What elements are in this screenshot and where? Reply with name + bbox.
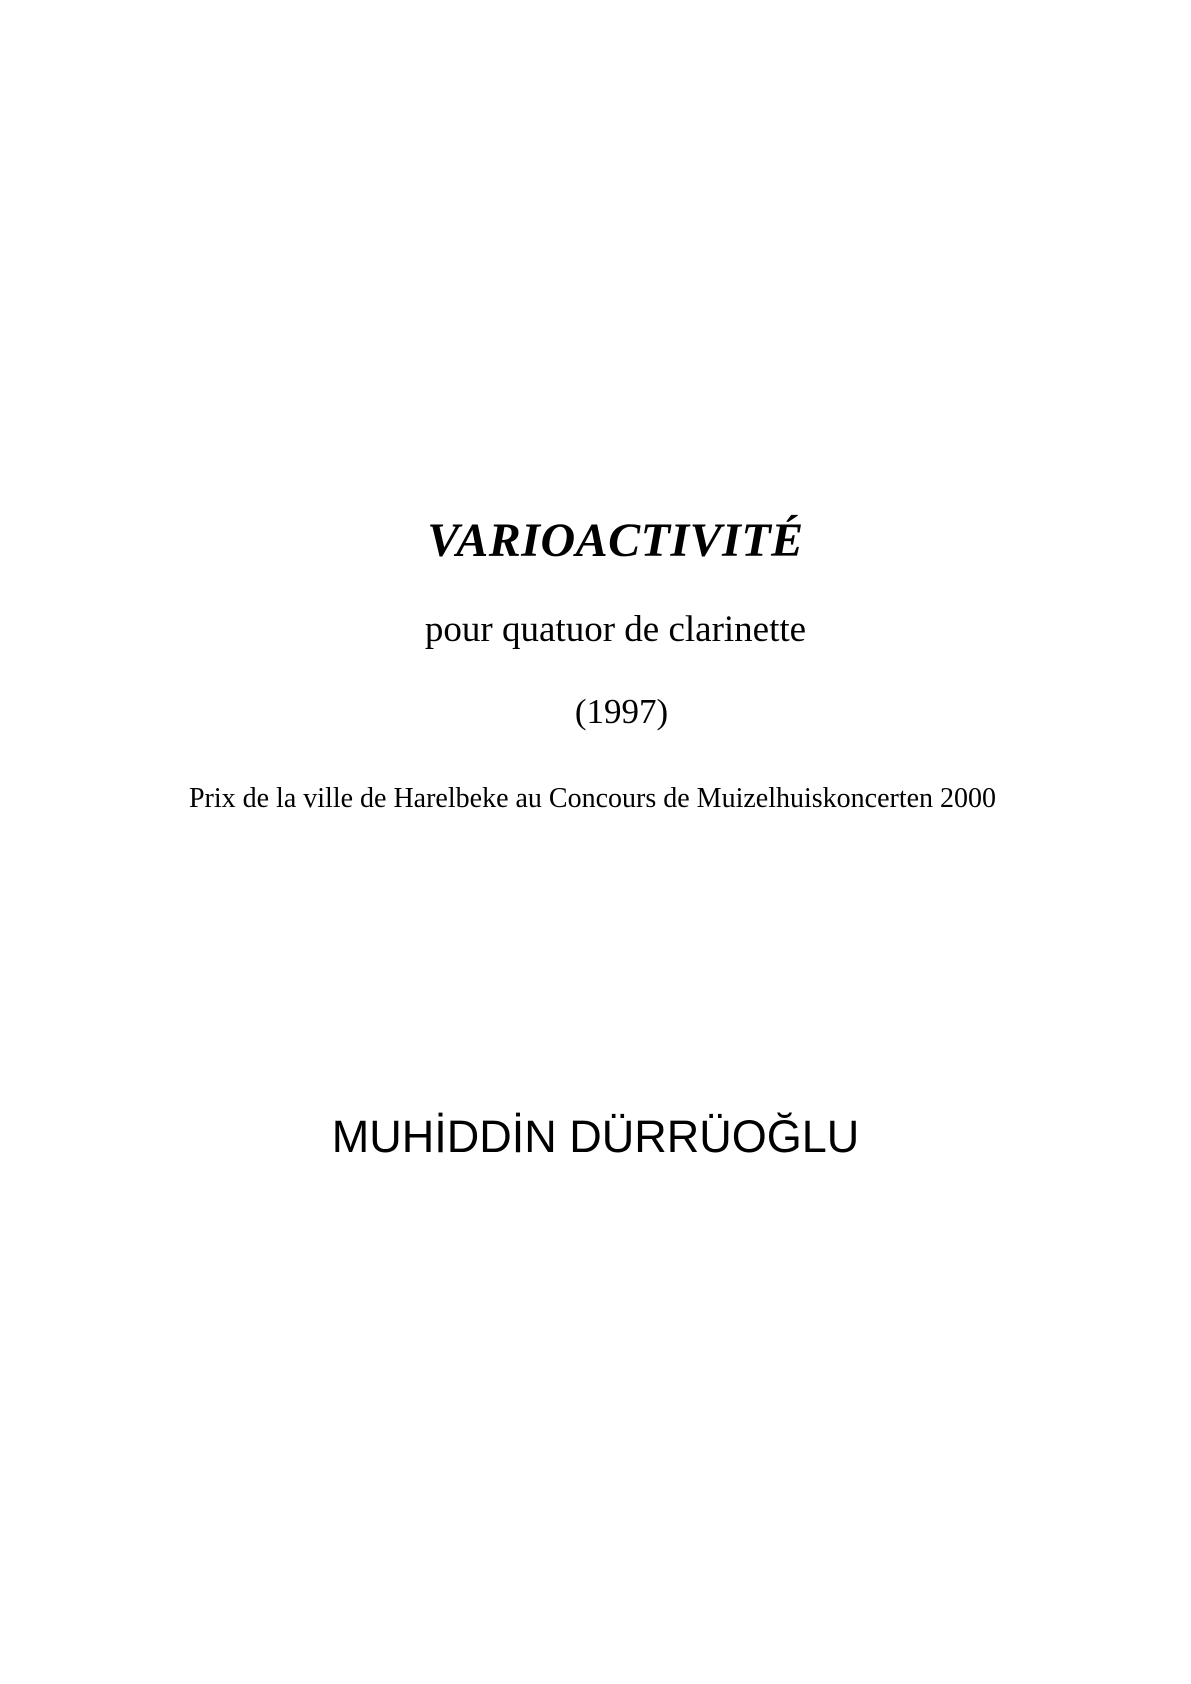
prize-note: Prix de la ville de Harelbeke au Concours de Muizelhuiskoncerten 2000 xyxy=(188,783,997,814)
work-title: VARIOACTIVITÉ xyxy=(427,514,804,567)
composer-name: MUHİDDİN DÜRRÜOĞLU xyxy=(331,1111,860,1162)
composition-year: (1997) xyxy=(574,692,669,731)
instrumentation-subtitle: pour quatuor de clarinette xyxy=(424,609,807,650)
